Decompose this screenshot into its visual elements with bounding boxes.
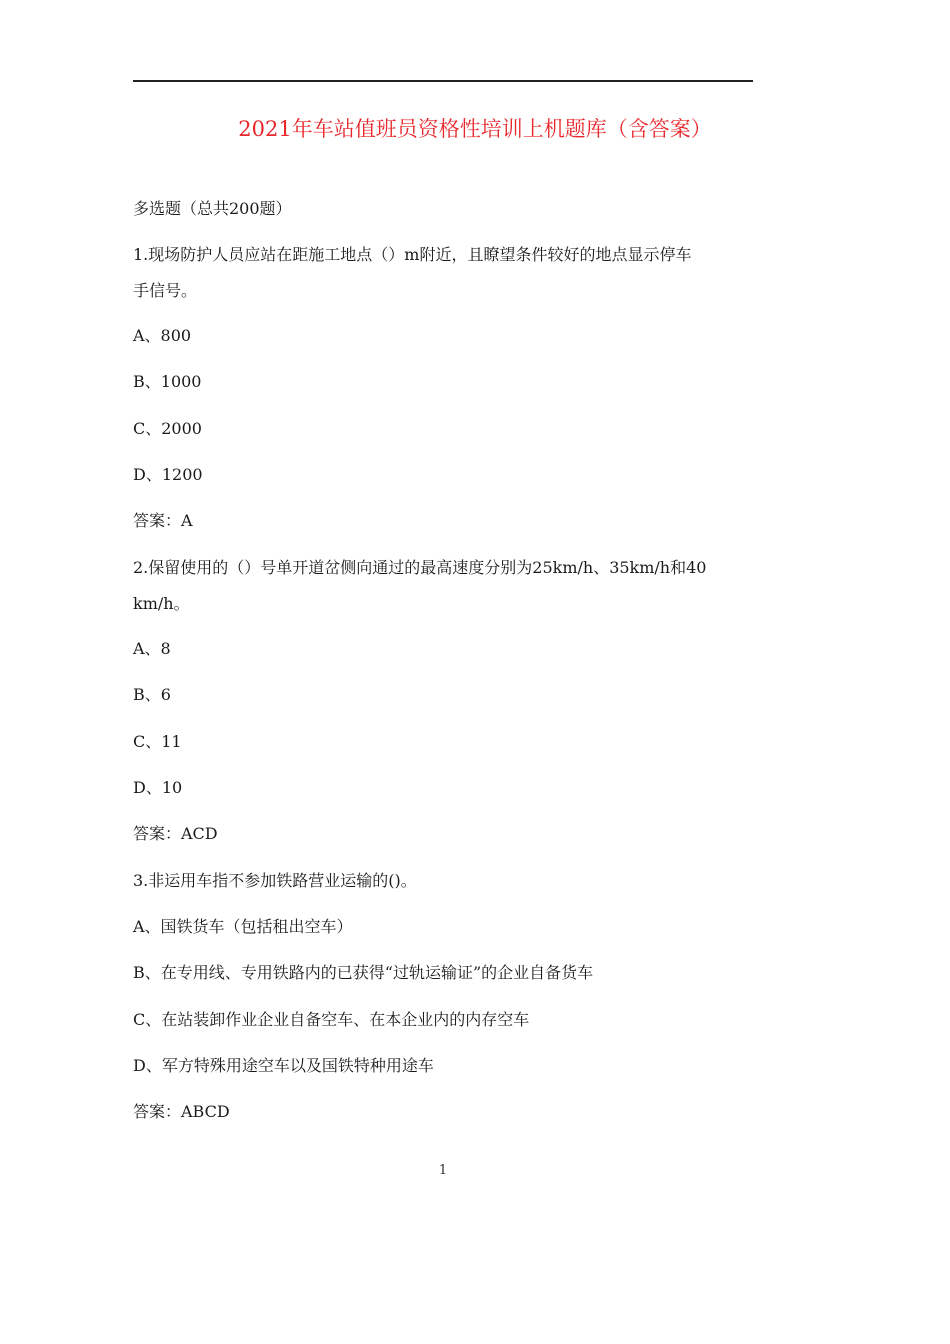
question-3-answer: 答案：ABCD [133, 1102, 230, 1121]
question-2-option-a: A、8 [133, 639, 171, 658]
question-1-stem-line-1: 1.现场防护人员应站在距施工地点（）m附近，且瞭望条件较好的地点显示停车 [133, 245, 692, 264]
question-2-answer: 答案：ACD [133, 824, 218, 843]
question-1-answer: 答案：A [133, 511, 193, 530]
question-3-option-a: A、国铁货车（包括租出空车） [133, 917, 353, 936]
question-2-option-c: C、11 [133, 732, 182, 751]
section-heading: 多选题（总共200题） [133, 199, 292, 218]
question-1-option-a: A、800 [133, 326, 192, 345]
question-3-stem-line-1: 3.非运用车指不参加铁路营业运输的()。 [133, 871, 417, 890]
question-1-stem-line-2: 手信号。 [133, 281, 198, 300]
document-title: 2021年车站值班员资格性培训上机题库（含答案） [238, 117, 712, 141]
question-1-option-b: B、1000 [133, 372, 202, 391]
page-number: 1 [438, 1163, 448, 1178]
question-3-option-c: C、在站装卸作业企业自备空车、在本企业内的内存空车 [133, 1010, 530, 1029]
question-2-stem-line-1: 2.保留使用的（）号单开道岔侧向通过的最高速度分别为25km/h、35km/h和40 [133, 558, 707, 577]
question-2-stem-line-2: km/h。 [133, 594, 190, 613]
header-rule [133, 80, 753, 82]
question-1-option-d: D、1200 [133, 465, 203, 484]
question-3-option-d: D、军方特殊用途空车以及国铁特种用途车 [133, 1056, 434, 1075]
question-2-option-b: B、6 [133, 685, 171, 704]
question-3-option-b: B、在专用线、专用铁路内的已获得“过轨运输证”的企业自备货车 [133, 963, 594, 982]
question-1-option-c: C、2000 [133, 419, 202, 438]
question-2-option-d: D、10 [133, 778, 183, 797]
